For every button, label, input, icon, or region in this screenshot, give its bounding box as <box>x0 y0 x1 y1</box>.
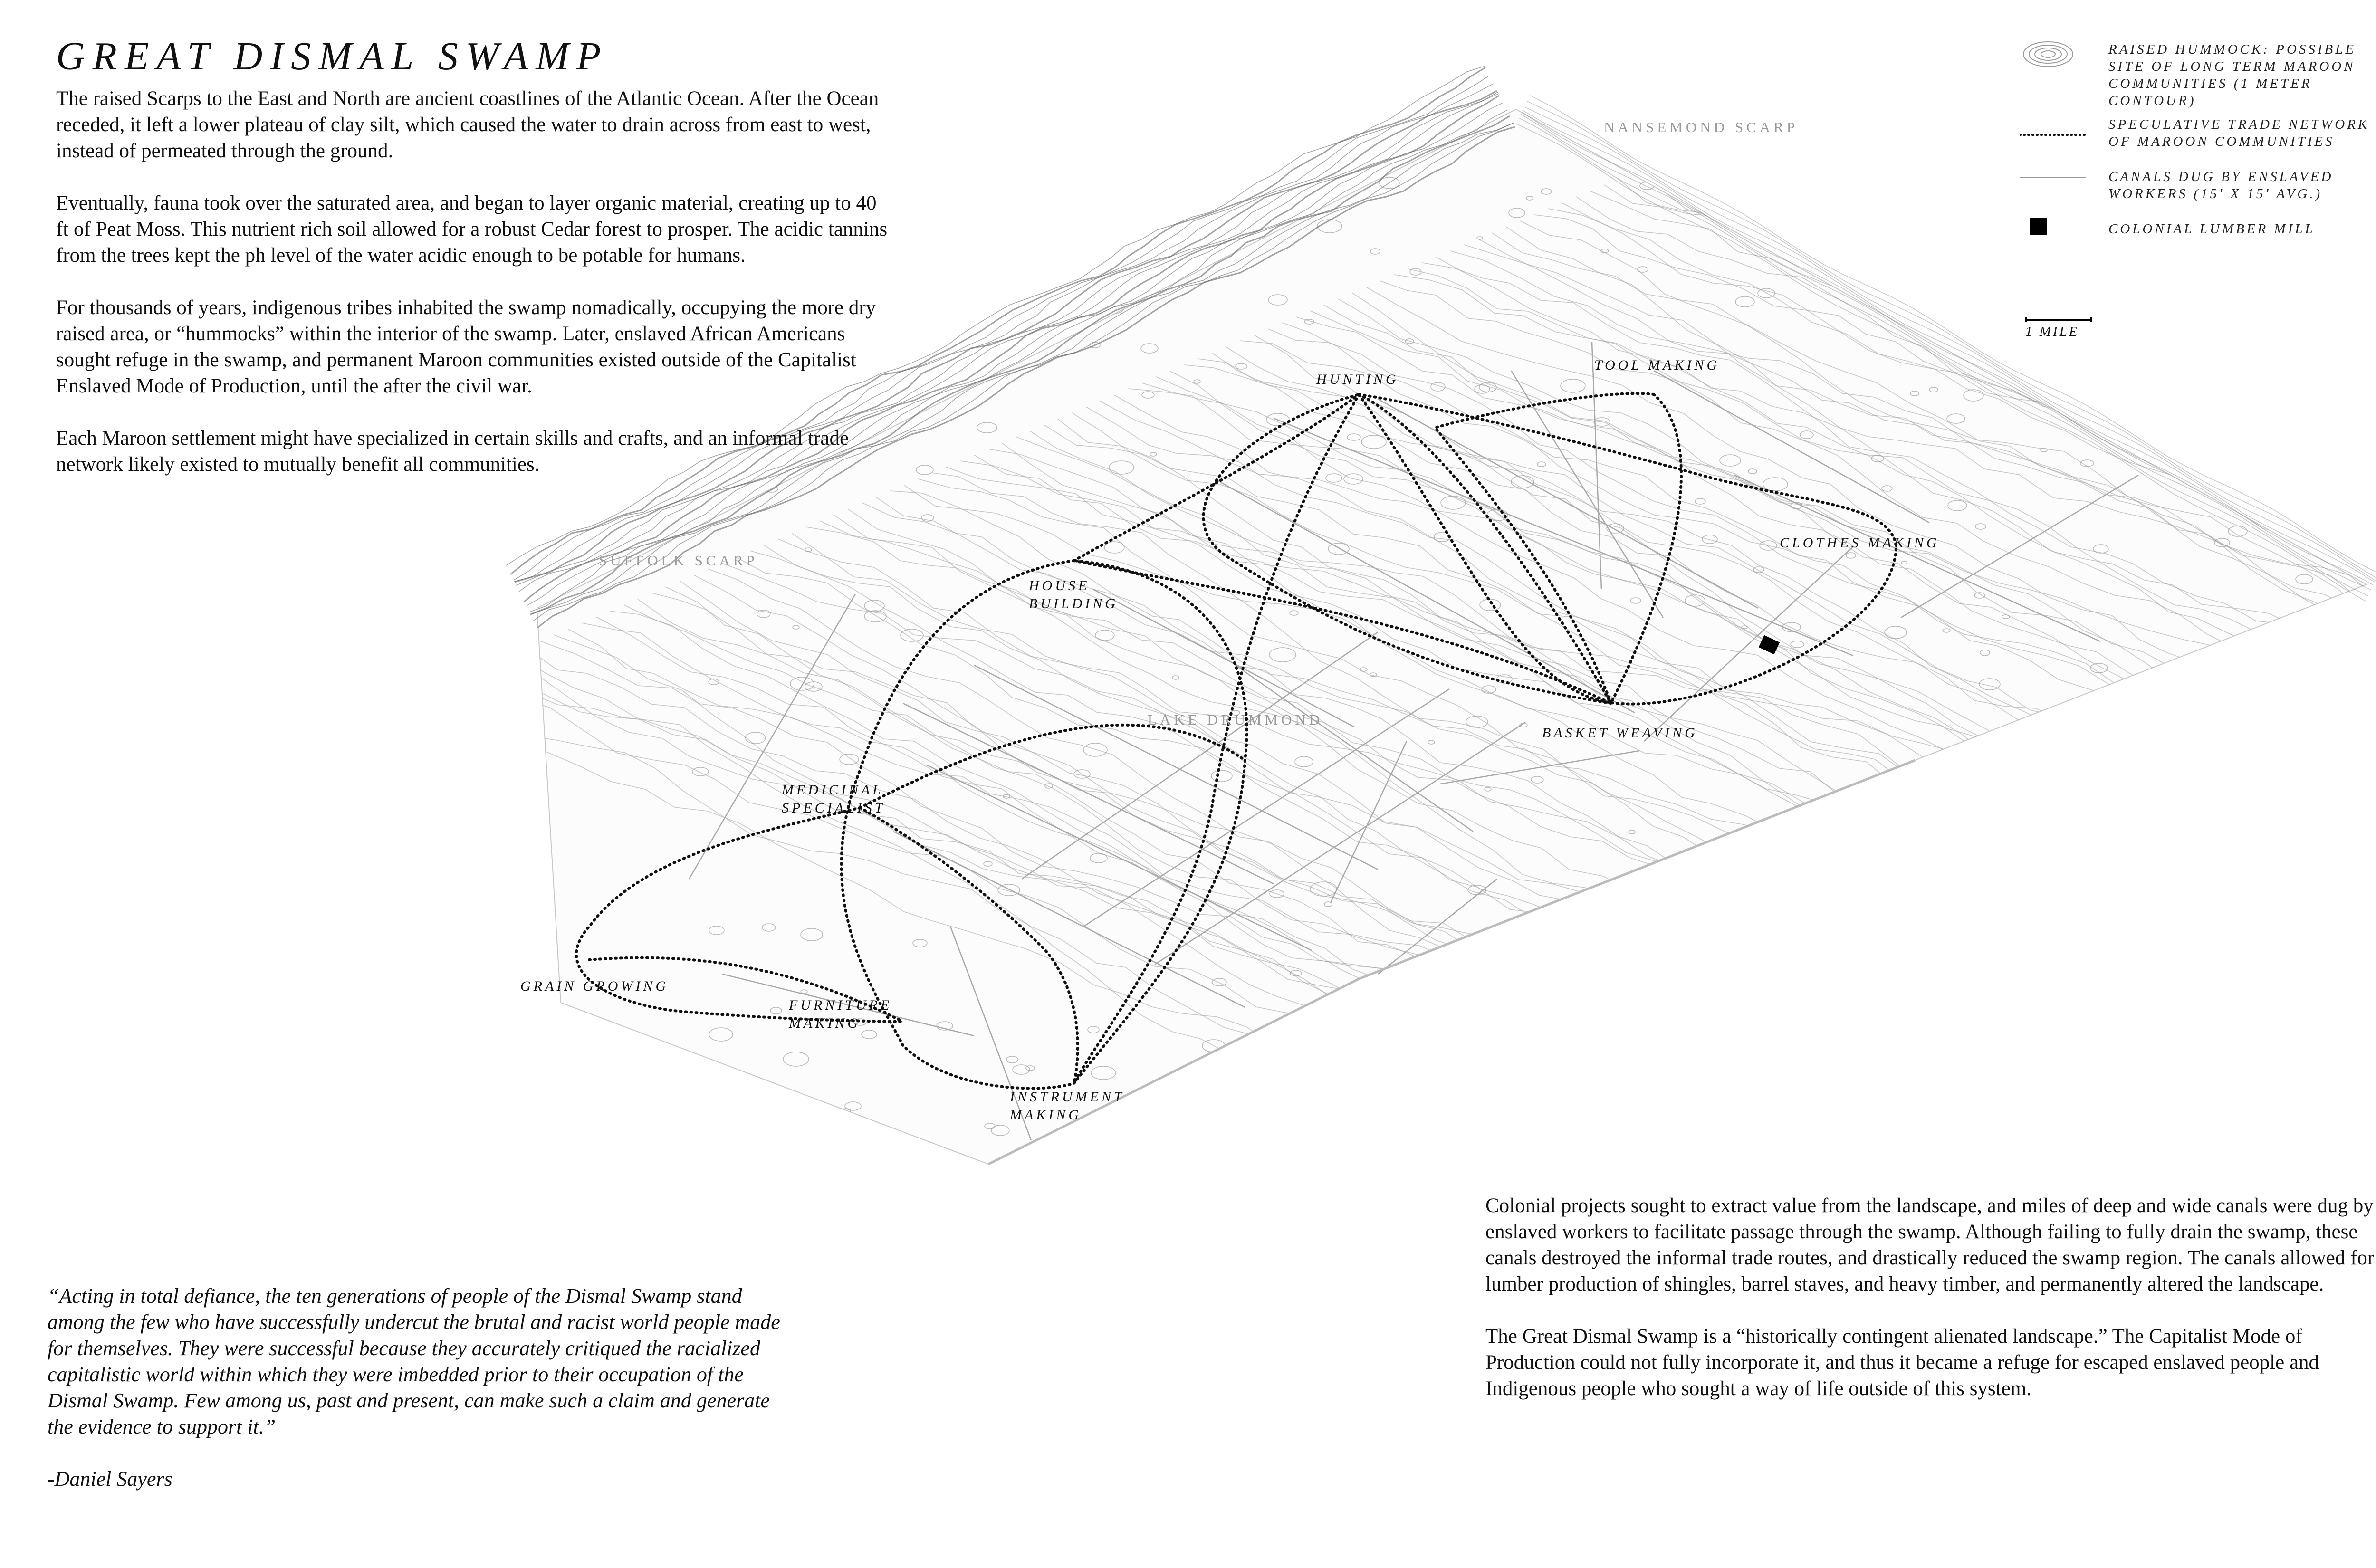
legend-canals <box>2020 165 2376 218</box>
label-furniture-making: FURNITURE <box>789 997 892 1013</box>
label-medicinal-2: SPECIALIST <box>782 800 886 816</box>
colonial-paragraph: The Great Dismal Swamp is a “historically contingent alienated landscape.” The Capitalist Mode of Production could not fully incorporate it, and thus it became a refuge for escaped enslaved people and Indigenous people who sought a way of life outside of this system. <box>1485 1325 2319 1400</box>
legend-hummock-label: RAISED HUMMOCK: POSSIBLE SITE OF LONG TERM MAROON COMMUNITIES (1 METER CONTOUR) <box>2108 42 2357 108</box>
intro-paragraph: Eventually, fauna took over the saturated area, and began to layer organic material, creating up to 40 ft of Peat Moss. This nutrient rich soil allowed for a robust Cedar forest to prosper. The acidic tannins from the trees kept the ph level of the water acidic enough to be potable for humans. <box>56 192 888 267</box>
legend-canals-label: CANALS DUG BY ENSLAVED WORKERS (15' X 15' AVG.) <box>2108 169 2334 201</box>
quote-author: -Daniel Sayers <box>48 1467 172 1491</box>
scale-bar <box>2025 317 2092 340</box>
intro-paragraph: For thousands of years, indigenous tribes inhabited the swamp nomadically, occupying the more dry raised area, or “hummocks” within the interior of the swamp. Later, enslaved African Americans sought refuge in the swamp, and permanent Maroon communities existed outside of the Capitalist Enslaved Mode of Production, until the after the civil war. <box>56 296 876 397</box>
label-basket-weaving: BASKET WEAVING <box>1542 725 1698 741</box>
label-hunting: HUNTING <box>1316 372 1399 387</box>
intro-text <box>56 86 892 504</box>
label-instrument-making: INSTRUMENT <box>1010 1089 1125 1105</box>
lumber-mill-icon <box>2020 218 2086 260</box>
colonial-text <box>1485 1193 2376 1428</box>
quote-text: “Acting in total defiance, the ten generations of people of the Dismal Swamp stand among the few who have successfully undercut the brutal and racist world people made for themselves. They were successful because they accurately critiqued the racialized capitalistic world within which they were imbedded prior to their occupation of the Dismal Swamp. Few among us, past and present, can make such a claim and generate the evidence to support it.” <box>48 1284 780 1438</box>
label-furniture-making-2: MAKING <box>789 1015 861 1031</box>
label-clothes-making: CLOTHES MAKING <box>1780 535 1940 551</box>
sayers-quote <box>48 1283 798 1492</box>
suffolk-scarp-label: SUFFOLK SCARP <box>599 552 758 569</box>
label-grain-growing: GRAIN GROWING <box>520 978 669 994</box>
lake-drummond-label: LAKE DRUMMOND <box>1148 711 1323 728</box>
legend-mill <box>2020 218 2376 246</box>
label-house-building: HOUSE <box>1029 578 1090 593</box>
scale-bar-line <box>2025 317 2092 322</box>
legend-trade-label: SPECULATIVE TRADE NETWORK OF MAROON COMMUNITIES <box>2108 117 2370 149</box>
dotted-line-icon <box>2020 113 2086 156</box>
canal-line-icon <box>2020 165 2086 208</box>
intro-paragraph: The raised Scarps to the East and North are ancient coastlines of the Atlantic Ocean. After the Ocean receded, it left a lower plateau of clay silt, which caused the water to drain across from east to west, instead of permeated through the ground. <box>56 87 879 162</box>
colonial-paragraph: Colonial projects sought to extract value from the landscape, and miles of deep and wide canals were dug by enslaved workers to facilitate passage through the swamp. Although failing to fully drain the swamp, these canals destroyed the informal trade routes, and drastically reduced the swamp region. The canals allowed for lumber production of shingles, barrel staves, and heavy timber, and permanently altered the landscape. <box>1485 1195 2375 1295</box>
nansemond-scarp-label: NANSEMOND SCARP <box>1604 119 1799 135</box>
page-title: GREAT DISMAL SWAMP <box>56 34 609 78</box>
label-medicinal: MEDICINAL <box>782 782 883 798</box>
label-tool-making: TOOL MAKING <box>1594 357 1720 373</box>
intro-paragraph: Each Maroon settlement might have specialized in certain skills and crafts, and an informal trade network likely existed to mutually benefit all communities. <box>56 427 849 476</box>
legend-mill-label: COLONIAL LUMBER MILL <box>2108 221 2315 237</box>
hummock-icon <box>2020 38 2086 81</box>
label-house-building-2: BUILDING <box>1029 596 1118 612</box>
scale-label: 1 MILE <box>2025 324 2079 339</box>
label-instrument-making-2: MAKING <box>1010 1107 1082 1123</box>
legend-hummock <box>2020 38 2376 108</box>
map-legend <box>2020 38 2376 246</box>
